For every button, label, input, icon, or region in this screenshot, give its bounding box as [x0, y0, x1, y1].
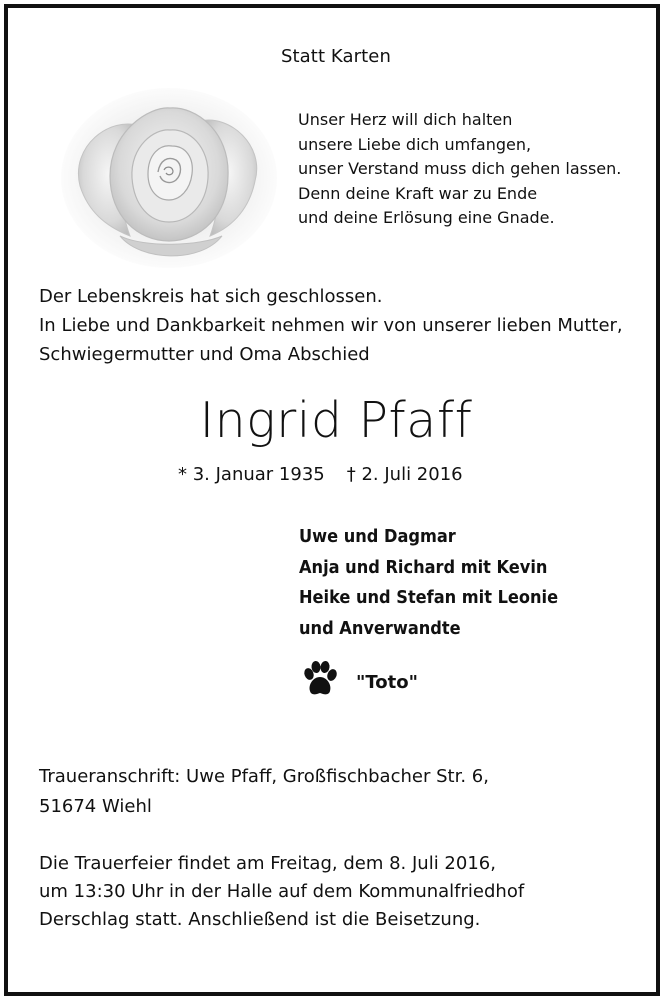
- intro-line: Der Lebenskreis hat sich geschlossen.: [39, 286, 383, 307]
- funeral-info: [39, 850, 524, 934]
- mourner-line: und Anverwandte: [299, 617, 461, 639]
- rose-image: [60, 86, 278, 270]
- poem-line: unser Verstand muss dich gehen lassen.: [298, 159, 622, 178]
- death-date: † 2. Juli 2016: [346, 464, 463, 485]
- mourners-list: [299, 522, 558, 644]
- poem-line: Denn deine Kraft war zu Ende: [298, 183, 538, 203]
- pet-name: "Toto": [356, 672, 418, 693]
- intro-line: Schwiegermutter und Oma Abschied: [39, 344, 370, 365]
- address-line: 51674 Wiehl: [39, 796, 152, 817]
- life-dates: [178, 464, 463, 485]
- mourning-address: [39, 762, 489, 822]
- address-line: Traueranschrift: Uwe Pfaff, Großfischbacher Str. 6,: [39, 766, 489, 787]
- poem-line: Unser Herz will dich halten: [298, 110, 513, 129]
- deceased-name: Ingrid Pfaff: [199, 392, 473, 449]
- intro-text: [39, 282, 623, 369]
- ceremony-line: Derschlag statt. Anschließend ist die Beisetzung.: [39, 909, 481, 930]
- poem: [298, 108, 621, 231]
- ceremony-line: Die Trauerfeier findet am Freitag, dem 8. Juli 2016,: [39, 853, 496, 874]
- mourner-line: Heike und Stefan mit Leonie: [299, 587, 559, 608]
- notice-header: Statt Karten: [280, 46, 391, 67]
- mourner-line: Uwe und Dagmar: [299, 526, 456, 547]
- poem-line: unsere Liebe dich umfangen,: [298, 134, 532, 154]
- birth-date: * 3. Januar 1935: [178, 464, 325, 485]
- paw-print-icon: [302, 660, 338, 698]
- mourner-line: Anja und Richard mit Kevin: [299, 556, 548, 578]
- ceremony-line: um 13:30 Uhr in der Halle auf dem Kommunalfriedhof: [39, 881, 525, 902]
- intro-line: In Liebe und Dankbarkeit nehmen wir von unserer lieben Mutter,: [39, 315, 623, 336]
- poem-line: und deine Erlösung eine Gnade.: [298, 208, 555, 227]
- obituary-notice: [4, 4, 660, 996]
